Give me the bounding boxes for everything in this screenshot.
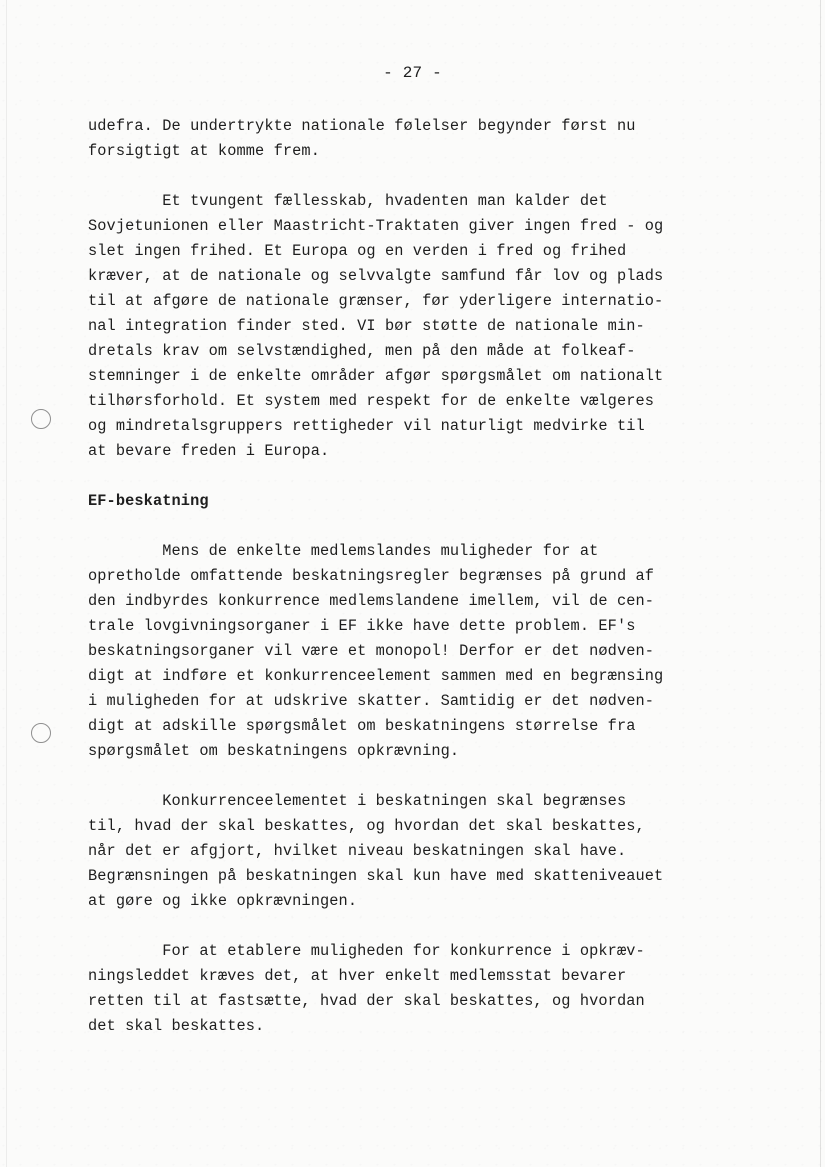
text-line: og mindretalsgruppers rettigheder vil naturligt medvirke til: [88, 417, 645, 435]
text-line: digt at adskille spørgsmålet om beskatningens størrelse fra: [88, 717, 636, 735]
text-line: For at etablere muligheden for konkurrence i opkræv-: [88, 942, 645, 960]
text-line: forsigtigt at komme frem.: [88, 142, 320, 160]
paragraph-tax-monopoly: [88, 539, 728, 764]
paragraph-gap: [88, 514, 728, 539]
text-line: det skal beskattes.: [88, 1017, 265, 1035]
paragraph-gap: [88, 464, 728, 489]
scan-right-edge: [820, 0, 821, 1167]
paragraph-gap: [88, 764, 728, 789]
text-line: at bevare freden i Europa.: [88, 442, 330, 460]
paragraph-competition-element: [88, 789, 728, 914]
text-line: slet ingen frihed. Et Europa og en verden i fred og frihed: [88, 242, 627, 260]
scan-left-edge: [6, 0, 7, 1167]
punch-hole-bottom: [31, 723, 51, 743]
text-line: ningsleddet kræves det, at hver enkelt medlemsstat bevarer: [88, 967, 627, 985]
text-line: beskatningsorganer vil være et monopol! Derfor er det nødven-: [88, 642, 655, 660]
text-line: stemninger i de enkelte områder afgør spørgsmålet om nationalt: [88, 367, 664, 385]
text-line: Et tvungent fællesskab, hvadenten man kalder det: [88, 192, 608, 210]
text-line: når det er afgjort, hvilket niveau beskatningen skal have.: [88, 842, 627, 860]
text-line: Begrænsningen på beskatningen skal kun have med skatteniveauet: [88, 867, 664, 885]
text-line: nal integration finder sted. VI bør støtte de nationale min-: [88, 317, 645, 335]
page-number: - 27 -: [383, 64, 442, 82]
text-line: Mens de enkelte medlemslandes muligheder for at: [88, 542, 599, 560]
punch-hole-top: [31, 409, 51, 429]
text-line: digt at indføre et konkurrenceelement sammen med en begrænsing: [88, 667, 664, 685]
document-body: [88, 114, 728, 1039]
text-line: Konkurrenceelementet i beskatningen skal begrænses: [88, 792, 627, 810]
text-line: retten til at fastsætte, hvad der skal beskattes, og hvordan: [88, 992, 645, 1010]
text-line: spørgsmålet om beskatningens opkrævning.: [88, 742, 460, 760]
text-line: at gøre og ikke opkrævningen.: [88, 892, 358, 910]
text-line: kræver, at de nationale og selvvalgte samfund får lov og plads: [88, 267, 664, 285]
text-line: tilhørsforhold. Et system med respekt for de enkelte vælgeres: [88, 392, 655, 410]
text-line: trale lovgivningsorganer i EF ikke have dette problem. EF's: [88, 617, 636, 635]
text-line: dretals krav om selvstændighed, men på den måde at folkeaf-: [88, 342, 636, 360]
text-line: udefra. De undertrykte nationale følelser begynder først nu: [88, 117, 636, 135]
paragraph-europe: [88, 189, 728, 464]
text-line: til, hvad der skal beskattes, og hvordan det skal beskattes,: [88, 817, 645, 835]
text-line: til at afgøre de nationale grænser, før yderligere internatio-: [88, 292, 664, 310]
text-line: Sovjetunionen eller Maastricht-Traktaten giver ingen fred - og: [88, 217, 664, 235]
paragraph-gap: [88, 914, 728, 939]
paragraph-collection-competition: [88, 939, 728, 1039]
paragraph-continuation: [88, 114, 728, 164]
paragraph-gap: [88, 164, 728, 189]
text-line: i muligheden for at udskrive skatter. Samtidig er det nødven-: [88, 692, 655, 710]
section-heading: EF-beskatning: [88, 492, 209, 510]
text-line: opretholde omfattende beskatningsregler begrænses på grund af: [88, 567, 655, 585]
text-line: den indbyrdes konkurrence medlemslandene imellem, vil de cen-: [88, 592, 655, 610]
